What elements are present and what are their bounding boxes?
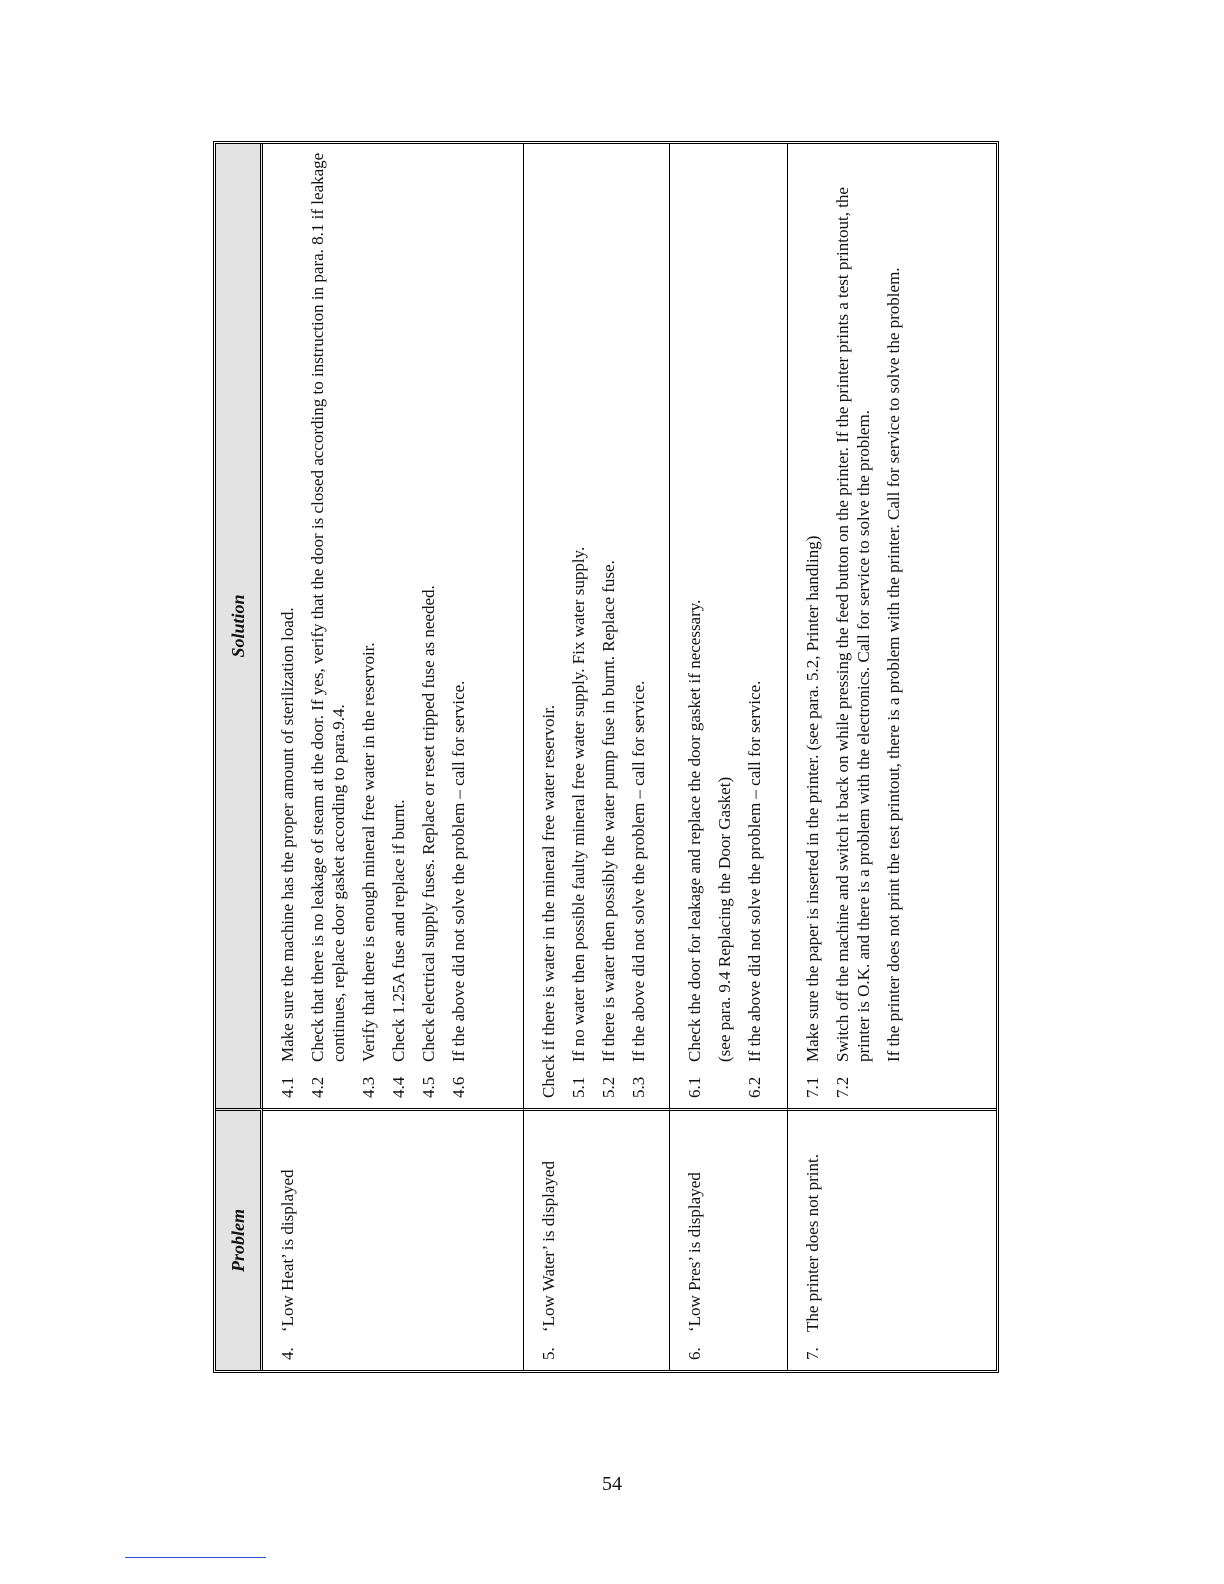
step-number: 4.6 (449, 1076, 468, 1098)
solution-step (883, 152, 904, 1098)
step-text: If there is water then possibly the water pump fuse in burnt. Replace fuse. (599, 560, 618, 1062)
solution-step (628, 152, 649, 1098)
step-text: Check 1.25A fuse and replace if burnt. (389, 799, 408, 1062)
solution-step (802, 152, 823, 1098)
step-number: 4.2 (308, 1076, 327, 1098)
problem-cell (670, 1108, 788, 1370)
step-number: 5.2 (599, 1076, 618, 1098)
problem-text: ‘Low Pres’ is displayed (685, 1172, 704, 1332)
solution-step (358, 152, 379, 1098)
step-number: 7.2 (833, 1076, 852, 1098)
problem-text: ‘Low Water’ is displayed (539, 1161, 558, 1332)
step-text: Verify that there is enough mineral free water in the reservoir. (359, 642, 378, 1062)
step-text: If the above did not solve the problem – call for service. (449, 680, 468, 1062)
step-text: Switch off the machine and switch it back on while pressing the feed button on the printer. If the printer prints a test printout, the printer is O.K. and there is a problem with the electronics. Call for service to solve the problem. (833, 187, 873, 1062)
step-text: Make sure the machine has the proper amount of sterilization load. (278, 607, 297, 1062)
problem-cell (788, 1108, 996, 1370)
table-row (524, 144, 670, 1370)
solution-step (684, 152, 705, 1098)
problem-text: ‘Low Heat’ is displayed (278, 1169, 297, 1332)
step-text: (see para. 9.4 Replacing the Door Gasket) (715, 776, 734, 1062)
solution-cell (263, 144, 524, 1108)
step-number: 4.3 (359, 1076, 378, 1098)
table-row (670, 144, 788, 1370)
solution-cell (788, 144, 996, 1108)
solution-column-header: Solution (216, 144, 263, 1108)
solution-step (307, 152, 349, 1098)
solution-step (598, 152, 619, 1098)
step-number: 4.5 (419, 1076, 438, 1098)
footnote-divider (125, 1557, 266, 1558)
step-number: 4.1 (278, 1076, 297, 1098)
solution-step (832, 152, 874, 1098)
step-text: If no water then possible faulty mineral free water supply. Fix water supply. (569, 546, 588, 1062)
step-text: If the above did not solve the problem – call for service. (629, 680, 648, 1062)
problem-cell (524, 1108, 670, 1370)
table-row (263, 144, 524, 1370)
solution-step (418, 152, 439, 1098)
problem-cell (263, 1108, 524, 1370)
table-row (788, 144, 996, 1370)
step-text: Make sure the paper is inserted in the printer. (see para. 5.2, Printer handling) (803, 535, 822, 1062)
problem-text: The printer does not print. (803, 1154, 822, 1332)
table-header-row (216, 144, 263, 1370)
solution-step (568, 152, 589, 1098)
solution-intro: Check if there is water in the mineral free water reservoir. (539, 704, 558, 1098)
step-text: Check the door for leakage and replace the door gasket if necessary. (685, 599, 704, 1062)
solution-cell (670, 144, 788, 1108)
solution-step (448, 152, 469, 1098)
problem-number: 4. (278, 1347, 297, 1360)
solution-step (744, 152, 765, 1098)
page-number: 54 (602, 1473, 622, 1495)
problem-number: 6. (685, 1347, 704, 1360)
solution-step (277, 152, 298, 1098)
solution-step (388, 152, 409, 1098)
rotated-table-container (213, 141, 999, 1373)
solution-cell (524, 144, 670, 1108)
step-number (714, 1062, 735, 1098)
troubleshooting-table (213, 141, 999, 1373)
step-number: 6.2 (745, 1076, 764, 1098)
step-text: Check electrical supply fuses. Replace or reset tripped fuse as needed. (419, 585, 438, 1062)
problem-number: 5. (539, 1347, 558, 1360)
step-text: Check that there is no leakage of steam at the door. If yes, verify that the door is closed according to instruction in para. 8.1 if leakage continues, replace door gasket according to para.9.4. (308, 152, 348, 1062)
step-text: If the printer does not print the test printout, there is a problem with the printer. Call for service to solve the problem. (884, 267, 903, 1062)
step-number: 5.1 (569, 1076, 588, 1098)
problem-column-header: Problem (216, 1108, 263, 1370)
step-text: If the above did not solve the problem – call for service. (745, 680, 764, 1062)
step-number: 4.4 (389, 1076, 408, 1098)
step-number: 5.3 (629, 1076, 648, 1098)
solution-step (714, 152, 735, 1098)
step-number (883, 1062, 904, 1098)
problem-number: 7. (803, 1347, 822, 1360)
step-number: 7.1 (803, 1076, 822, 1098)
step-number: 6.1 (685, 1076, 704, 1098)
